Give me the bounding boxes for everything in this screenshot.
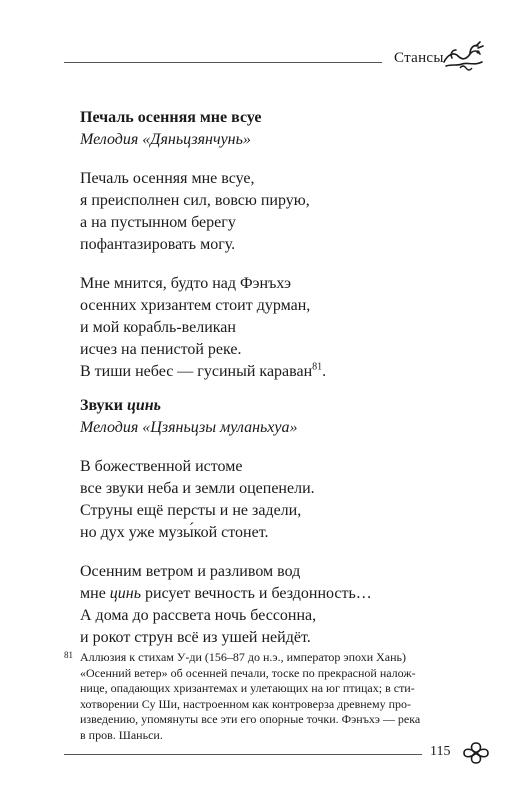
verse-line: исчез на пенистой реке. [80, 341, 242, 358]
verse-text: мне [80, 585, 110, 602]
poem-melody: Мелодия «Цзяньцзы муланьхуа» [80, 419, 298, 436]
verse-line: все звуки неба и земли оцепенели. [80, 480, 315, 497]
stanza [80, 168, 480, 256]
footnote-line: изведению, упомянуты все эти его опорные точки. Фэнъхэ — река [80, 712, 421, 726]
verse-line: Печаль осенняя мне всуе, [80, 170, 255, 187]
poem-title: Печаль осенняя мне всуе [80, 109, 262, 126]
header-rule [64, 62, 382, 63]
verse-line: Струны ещё персты и не задели, [80, 502, 302, 519]
stanza [80, 561, 480, 649]
footnote-line: нице, опадающих хризантемах и улетающих на юг птицах; в сти- [80, 681, 415, 695]
footnote-body [80, 650, 464, 743]
footnote-line: Аллюзия к стихам У-ди (156–87 до н.э., император эпохи Хань) [80, 650, 407, 664]
verse-line: В божественной истоме [80, 458, 243, 475]
poem-qin-sounds [80, 395, 480, 649]
poem-melody: Мелодия «Дяньцзянчунь» [80, 131, 251, 148]
verse-line-text: В тиши небес — гусиный караван [80, 363, 313, 380]
footnote-reference[interactable]: 81 [312, 361, 323, 373]
footnote [64, 650, 464, 743]
footer-rule [64, 754, 422, 755]
stanza [80, 273, 480, 383]
poem-autumn-sorrow [80, 107, 480, 383]
footnote-number: 81 [64, 650, 73, 660]
footnote-line: хотворении Су Ши, настроенном как контроверза древнему про- [80, 696, 412, 711]
verse-line: В тиши небес — гусиный караван$^{81}$. [80, 361, 327, 380]
dragon-ornament-icon [440, 40, 486, 72]
footnote-line: в пров. Шаньси. [80, 727, 163, 742]
poem-title-text: Звуки [80, 397, 127, 414]
verse-line: осенних хризантем стоит дурман, [80, 297, 311, 314]
knot-ornament-icon [460, 740, 492, 766]
page-number: 115 [430, 744, 451, 759]
verse-line: А дома до рассвета ночь бессонна, [80, 607, 317, 624]
verse-line: я преисполнен сил, вовсю пирую, [80, 192, 310, 209]
footnote-line: «Осенний ветер» об осенней печали, тоске по прекрасной налож- [80, 665, 416, 680]
verse-line: пофантазировать могу. [80, 236, 236, 253]
verse-line: и рокот струн всё из ушей нейдёт. [80, 629, 311, 646]
verse-line: и мой корабль-великан [80, 319, 236, 336]
running-header-title: Стансы [394, 50, 444, 66]
verse-line: Мне мнится, будто над Фэнъхэ [80, 275, 292, 292]
verse-line [80, 583, 480, 605]
verse-line: но дух уже музы́кой стонет. [80, 524, 269, 541]
verse-text: рисует вечность и бездонность… [141, 585, 372, 602]
verse-line: Осенним ветром и разливом вод [80, 563, 301, 580]
poem-title [80, 395, 480, 417]
stanza [80, 456, 480, 544]
poem-title-italic: цинь [126, 397, 161, 414]
verse-italic-word: цинь [109, 585, 142, 602]
verse-line: а на пустынном берегу [80, 214, 236, 231]
